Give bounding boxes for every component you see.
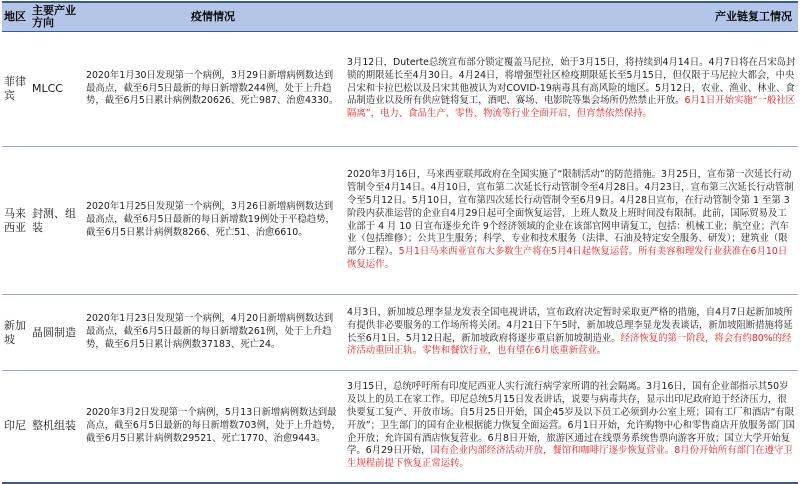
resumption-cell	[344, 32, 798, 147]
resumption-highlight: 6月1日开始实施“一般社区隔离”，电力、食品生产、零售、物流等行业全面开启，但宵禁依然保持。	[347, 95, 796, 120]
header-area: 地区	[2, 2, 30, 32]
epidemic-cell: 2020年1月23日发现第一个病例，4月20日新增病例数达到最高点，截至6月5日最新的每日新增数261例，处于上升趋势，截至6月5日累计病例数37183、死亡24。	[82, 295, 344, 371]
industry-cell: 封测、组装	[30, 147, 82, 295]
industry-cell: MLCC	[30, 32, 82, 147]
resumption-text: 4月3日，新加坡总理李显龙发表全国电视讲话，宣布政府决定暂时采取更严格的措施，自4月7日起新加坡所有提供非必要服务的工作场所将关闭。4月21日下午5时，新加坡总理李显龙发表谈话，新加坡阻断措施将延长至6月1日。5月12日起，新加坡政府将逐步重启新加坡制造业。	[347, 306, 793, 344]
resumption-highlight: 5月1日马来西亚宣布大多数生产将在5月4日起恢复运营。所有美容和理发行业获准在6月10日恢复运作。	[347, 246, 788, 270]
header-industry: 主要产业方向	[30, 2, 82, 32]
resumption-cell	[344, 295, 798, 371]
industry-cell: 晶圆制造	[30, 295, 82, 371]
resumption-cell	[344, 147, 798, 295]
industry-resumption-table	[2, 1, 798, 484]
area-cell: 印尼	[2, 371, 30, 483]
table-row-malaysia	[2, 147, 798, 295]
resumption-text: 2020年3月16日，马来西亚联邦政府在全国实施了“限制活动”的防范措施。3月25日，宣布第一次延长行动管制令至4月14日。4月10日，宣布第二次延长行动管制令至4月28日。4月23日，宣布第三次延长行动管制令至5月12日。5月10日，宣布第四次延长行动管制令至6月9日。4月28日宣布，在行动管制令第 1 至第 3 阶段内获准运营的企业自4月29日起可全面恢复运营，上班人数及上班时间没有限制。此前，国际贸易及工业部于 4 月 10 日宣布逐步允许 9个经济领域的企业在该部官网申请复工，包括：机械工业；航空业；汽车业（包括维修）；公共卫生服务；科学、专业和技术服务（法律、石油及特定安全服务、研发）；建筑业（限部分工程）。	[347, 169, 794, 258]
table-header-row	[2, 2, 798, 32]
epidemic-cell: 2020年3月2日发现第一个病例，5月13日新增病例数达到最高点，截至6月5日最新的每日新增数703例，处于上升趋势，截至6月5日累计病例数29521、死亡1770、治愈9443。	[82, 371, 344, 483]
table-row-singapore	[2, 295, 798, 371]
table-row-indonesia	[2, 371, 798, 483]
table-row-philippines	[2, 32, 798, 147]
resumption-highlight: 国有企业内部经济活动开放，餐馆和咖啡厅逐步恢复营业。8月份开始所有部门在遵守卫生规程前提下恢复正常运转。	[347, 445, 793, 470]
epidemic-cell: 2020年1月30日发现第一个病例，3月29日新增病例数达到最高点，截至6月5日最新的每日新增数244例，处于上升趋势，截至6月5日累计病例数20626、死亡987、治愈4330。	[82, 32, 344, 147]
epidemic-cell: 2020年1月25日发现第一个病例，3月26日新增病例数达到最高点，截至6月5日最新的每日新增数19例处于平稳趋势，截至6月5日累计病例数8266、死亡51、治愈6610。	[82, 147, 344, 295]
area-cell: 马来西亚	[2, 147, 30, 295]
header-epidemic: 疫情情况	[82, 2, 344, 32]
resumption-text: 3月12日，Duterte总统宣布部分锁定覆盖马尼拉，始于3月15日，将持续到4月14日。4月7日将在吕宋岛封锁的期限延长至4月30日。4月24日，将增强型社区检疫期限延长至5月15日，但仅限于马尼拉大都会，中央吕宋和卡拉巴松以及吕宋其他被认为对COVID-19病毒具有高风险的地区。5月12日，农业、渔业、林业、食品制造业以及所有供应链将复工，酒吧、赛场、电影院等集会场所仍然禁止开放。	[347, 57, 796, 107]
resumption-text: 3月15日，总统呼吁所有印度尼西亚人实行流行病学家所谓的社会隔离。3月16日，国有企业部指示其50岁及以上的员工在家工作。印尼总统5月15日发表讲话，说要与病毒共存，显示出印尼政府迫于经济压力，很快要复工复产、开放市场。自5月25日开始，国企45岁及以下员工必须到办公室上班；国有工厂和酒店“有限开放”；卫生部门的国有企业根据能力恢复全面运营。6月1日开始，允许购物中心和零售商店开放服务部门国企开放；允许国有酒店恢复营业。6月8日开始，旅游区通过在线票务系统售票向游客开放；国立大学开始复学。6月29日开始，	[347, 381, 796, 457]
resumption-highlight: 经济恢复的第一阶段，将会有约80%的经济活动重回正轨。零售和餐饮行业，也有望在6月底重新营业。	[347, 332, 792, 357]
resumption-cell	[344, 371, 798, 483]
area-cell: 新加坡	[2, 295, 30, 371]
header-resumption: 产业链复工情况	[344, 2, 798, 32]
area-cell: 菲律宾	[2, 32, 30, 147]
industry-cell: 整机组装	[30, 371, 82, 483]
